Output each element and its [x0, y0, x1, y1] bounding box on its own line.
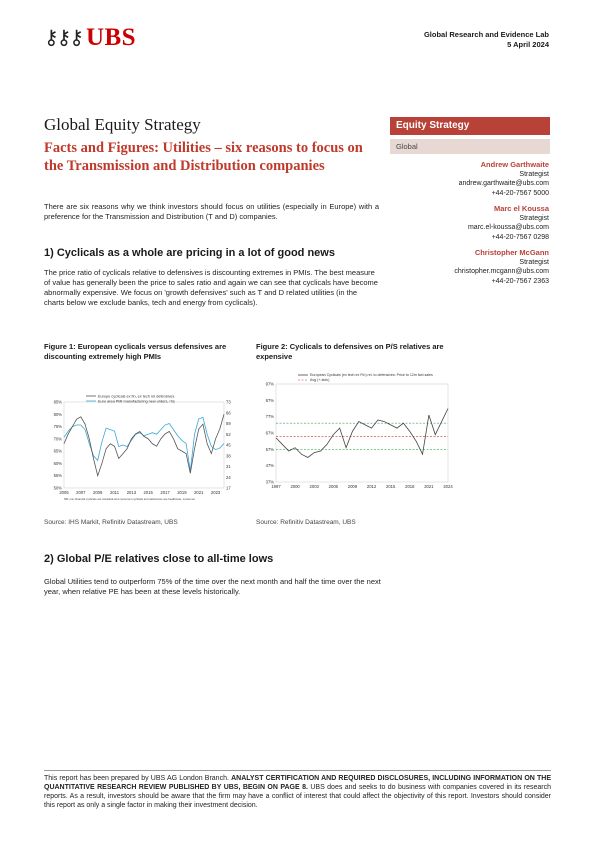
x-tick-label: 2017: [160, 490, 170, 495]
y-tick-label-right: 45: [226, 442, 231, 448]
legend-label: Europe cyclicals ex fin, ex tech rel defensives: [98, 394, 175, 399]
x-tick-label: 2019: [177, 490, 187, 495]
x-tick-label: 2018: [405, 484, 415, 489]
region-label: Global: [390, 139, 550, 154]
figure-2-source: Source: Refinitiv Datastream, UBS: [256, 519, 356, 526]
author-phone: +44-20-7567 5000: [491, 189, 549, 197]
author-phone: +44-20-7567 0298: [491, 233, 549, 241]
disclaimer-part-2: UBS does and seeks to do business with companies covered in its research reports. As a result, investors should be aware that the firm may have a conflict of interest that could affect the objectivity of this report. Investors should consider this report as only a single factor in making their investment decision.: [44, 784, 551, 809]
plot-area: [276, 384, 448, 482]
x-tick-label: 2005: [59, 490, 69, 495]
y-tick-label: 85%: [53, 399, 62, 405]
y-tick-label-right: 66: [226, 410, 231, 416]
x-tick-label: 2007: [76, 490, 86, 495]
y-tick-label: 67%: [265, 430, 274, 436]
figure-2-title: Figure 2: Cyclicals to defensives on P/S relatives are expensive: [256, 342, 444, 361]
y-tick-label: 60%: [53, 460, 62, 466]
author-email[interactable]: marc.el-koussa@ubs.com: [467, 224, 549, 231]
author-card: [389, 248, 549, 286]
author-name[interactable]: Andrew Garthwaite: [480, 160, 549, 169]
ubs-logo: [44, 24, 136, 52]
x-tick-label: 1997: [271, 484, 281, 489]
header-meta: [424, 30, 549, 50]
section-body: The price ratio of cyclicals relative to defensives is discounting extremes in PMIs. The best measure of value has generally been the price to sales ratio and again we can see that cyclicals have become abnormally expensive. We focus on 'growth defensives' such as T and D related utilities (in the charts below we exclude banks, tech and energy from cyclicals).: [44, 268, 378, 307]
author-role: Strategist: [519, 214, 549, 222]
figure-2-chart: [256, 370, 456, 515]
legend-label: Euro area PMI manufacturing new orders, rhs: [98, 399, 175, 404]
figure-1-chart: [44, 386, 244, 514]
x-tick-label: 2015: [143, 490, 153, 495]
y-tick-label: 47%: [265, 463, 274, 469]
section-heading: 2) Global P/E relatives close to all-time lows: [44, 553, 274, 565]
section-body: Global Utilities tend to outperform 75% of the time over the next month and half the time over the next year, when relative PE has been at these levels historically.: [44, 577, 381, 596]
pmi-line: [64, 417, 224, 471]
author-card: [389, 204, 549, 242]
y-tick-label-right: 31: [226, 464, 231, 469]
legend-label: Avg (+-stdv): [310, 378, 330, 383]
x-tick-label: 2011: [110, 490, 120, 495]
x-tick-label: 2021: [424, 484, 434, 489]
x-tick-label: 2009: [93, 490, 103, 495]
x-tick-label: 2024: [443, 484, 453, 489]
y-tick-label: 37%: [265, 479, 274, 485]
price-to-sales-line: [276, 409, 448, 458]
x-tick-label: 2023: [210, 490, 221, 495]
legend-label: European Cyclicals (ex tech ex Fin) rel. to defensives: Price to 12m fwd sales: [310, 373, 433, 378]
y-tick-label-right: 38: [226, 453, 231, 459]
x-tick-label: 2015: [386, 484, 396, 489]
author-card: [389, 160, 549, 198]
brand-name: UBS: [85, 24, 137, 51]
author-phone: +44-20-7567 2363: [491, 277, 549, 285]
y-tick-label: 75%: [53, 424, 62, 430]
disclaimer: [44, 774, 551, 810]
section-heading: 1) Cyclicals as a whole are pricing in a lot of good news: [44, 247, 335, 259]
lab-name: Global Research and Evidence Lab: [423, 30, 549, 39]
x-tick-label: 2009: [347, 484, 358, 489]
figure-1-source: Source: IHS Markit, Refinitiv Datastream, UBS: [44, 519, 178, 526]
report-date: 5 April 2024: [507, 40, 549, 49]
x-tick-label: 2021: [194, 490, 204, 495]
author-role: Strategist: [519, 258, 549, 266]
y-tick-label: 50%: [53, 485, 62, 491]
author-list: [389, 160, 549, 292]
y-tick-label-right: 52: [226, 431, 231, 437]
author-role: Strategist: [519, 170, 549, 178]
x-tick-label: 2012: [366, 484, 377, 489]
figure-1-title: Figure 1: European cyclicals versus defensives are discounting extremely high PMIs: [44, 342, 227, 361]
author-email[interactable]: christopher.mcgann@ubs.com: [454, 268, 549, 275]
y-tick-label: 70%: [53, 436, 62, 442]
author-name[interactable]: Christopher McGann: [474, 248, 549, 257]
author-name[interactable]: Marc el Koussa: [493, 204, 549, 213]
keys-icon: ⚷⚷⚷: [44, 27, 82, 49]
y-tick-label-right: 17: [226, 485, 231, 491]
cyclicals-line: [64, 414, 224, 475]
y-tick-label: 57%: [265, 446, 274, 452]
y-tick-label-right: 73: [226, 399, 231, 405]
y-tick-label: 55%: [53, 473, 62, 479]
x-tick-label: 2006: [328, 484, 338, 489]
y-tick-label-right: 59: [226, 421, 231, 426]
y-tick-label: 77%: [265, 414, 274, 420]
category-banner: Equity Strategy: [390, 117, 550, 135]
author-email[interactable]: andrew.garthwaite@ubs.com: [458, 180, 549, 187]
intro-paragraph: There are six reasons why we think investors should focus on utilities (especially in Europe) with a preference for the Transmission and Distribution (T and D) companies.: [44, 202, 379, 221]
x-tick-label: 2003: [309, 484, 319, 489]
disclaimer-part-1: This report has been prepared by UBS AG London Branch.: [44, 775, 229, 782]
disclaimer-bold[interactable]: ANALYST CERTIFICATION AND REQUIRED DISCLOSURES, INCLUDING INFORMATION ON THE QUANTITATIVE RESEARCH REVIEW PUBLISHED BY UBS, BEGIN ON PAGE 8.: [44, 775, 551, 791]
report-type: Global Equity Strategy: [44, 115, 201, 134]
report-title: Facts and Figures: Utilities – six reasons to focus on the Transmission and Distribution companies: [44, 140, 363, 174]
y-tick-label: 87%: [265, 397, 274, 403]
y-tick-label-right: 24: [226, 474, 231, 480]
x-tick-label: 2000: [290, 484, 300, 489]
y-tick-label: 80%: [53, 411, 62, 417]
footer-divider: [44, 770, 551, 771]
x-tick-label: 2013: [126, 490, 137, 495]
y-tick-label: 97%: [265, 381, 274, 387]
y-tick-label: 65%: [53, 448, 62, 454]
chart-note: NB: non-financial cyclicals are industrial and consumer cyclicals and defensives are healthcare, consumer: [64, 497, 196, 501]
